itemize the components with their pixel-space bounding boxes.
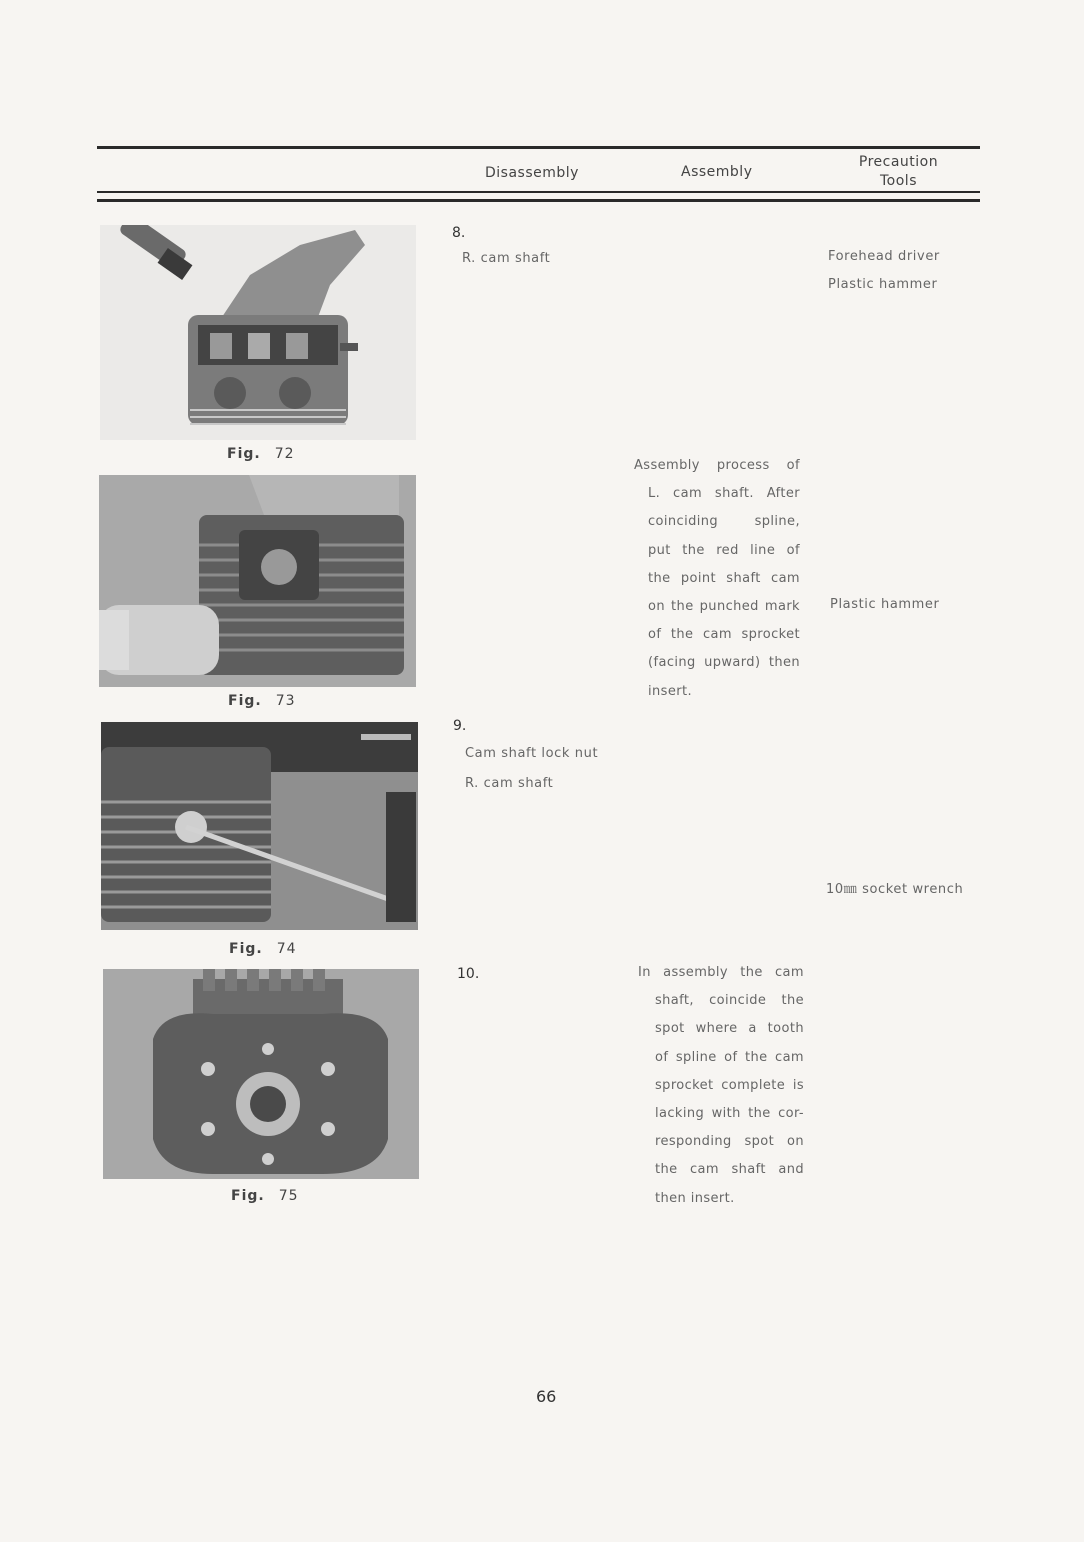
step-9-tool: 10㎜ socket wrench — [826, 882, 964, 897]
assembly-line: responding spot on — [655, 1134, 804, 1150]
fig-number: 72 — [274, 446, 295, 462]
fig-number: 75 — [278, 1188, 299, 1204]
fig-label: Fig. — [228, 693, 262, 709]
figure-caption-73 — [228, 693, 296, 709]
assembly-line: lacking with the cor- — [655, 1106, 804, 1122]
step-10-assembly-text — [638, 959, 804, 1213]
fig-label: Fig. — [227, 446, 261, 462]
assembly-line: of the cam sprocket — [648, 627, 800, 643]
assembly-line: shaft, coincide the — [655, 993, 804, 1009]
figure-caption-75 — [231, 1188, 299, 1204]
header-bottom-rule-2 — [97, 199, 980, 202]
header-tools: Tools — [880, 173, 917, 189]
photo-fig-74 — [101, 722, 418, 930]
step-8-tool-2: Plastic hammer — [828, 277, 938, 292]
figure-caption-72 — [227, 446, 295, 462]
assembly-line: sprocket complete is — [655, 1077, 804, 1093]
step-9-disassembly-2: R. cam shaft — [465, 776, 554, 791]
assembly-line: In assembly the cam — [638, 965, 804, 980]
assembly-line: then insert. — [655, 1190, 735, 1206]
step-8-tool-1: Forehead driver — [828, 249, 940, 264]
step-8-disassembly: R. cam shaft — [462, 251, 551, 266]
photo-fig-73 — [99, 475, 416, 687]
assembly-line: insert. — [648, 683, 692, 699]
fig-number: 73 — [275, 693, 296, 709]
assembly-line: (facing upward) then — [648, 655, 800, 671]
step-8-assembly-text — [634, 452, 800, 706]
fig-label: Fig. — [229, 941, 263, 957]
fig-label: Fig. — [231, 1188, 265, 1204]
column-header-precaution-tools — [836, 153, 961, 191]
column-header-disassembly: Disassembly — [485, 165, 579, 181]
step-number-10: 10. — [457, 966, 480, 982]
assembly-line: Assembly process of — [634, 458, 800, 473]
assembly-line: the cam shaft and — [655, 1162, 804, 1178]
assembly-line: the point shaft cam — [648, 570, 800, 586]
assembly-line: spot where a tooth — [655, 1021, 804, 1037]
step-number-9: 9. — [453, 718, 467, 734]
assembly-line: of spline of the cam — [655, 1049, 804, 1065]
page-number: 66 — [536, 1387, 557, 1406]
header-top-rule — [97, 146, 980, 149]
step-9-disassembly-1: Cam shaft lock nut — [465, 746, 599, 761]
fig-number: 74 — [276, 941, 297, 957]
header-bottom-rule — [97, 191, 980, 193]
column-header-assembly: Assembly — [681, 164, 753, 180]
photo-fig-75 — [103, 969, 419, 1179]
assembly-line: on the punched mark — [648, 599, 800, 615]
step-number-8: 8. — [452, 225, 466, 241]
photo-fig-72 — [100, 225, 416, 440]
step-8-assembly-tool: Plastic hammer — [830, 597, 940, 612]
figure-caption-74 — [229, 941, 297, 957]
assembly-line: coinciding spline, — [648, 514, 800, 530]
header-precaution: Precaution — [858, 154, 939, 170]
assembly-line: L. cam shaft. After — [648, 486, 800, 502]
assembly-line: put the red line of — [648, 542, 800, 558]
